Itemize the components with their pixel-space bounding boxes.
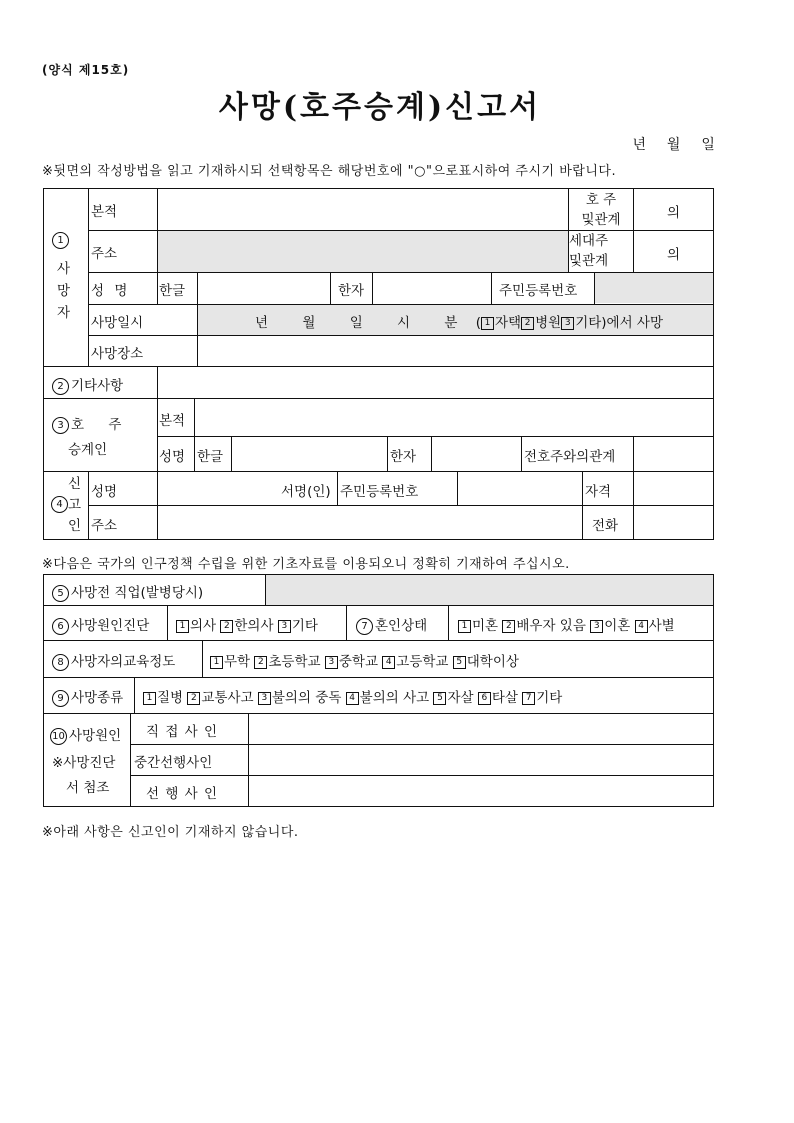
death-type-poisoning: 불의의 중독	[271, 690, 342, 706]
successor-label-1: 3 호 주	[52, 413, 131, 434]
deceased-section-label: 사망자	[57, 261, 71, 321]
stats-note: ※다음은 국가의 인구정책 수립을 위한 기초자료를 이용되오니 정확히 기재하여 주십시오.	[42, 557, 570, 572]
other-matters-label: 기타사항	[71, 378, 124, 394]
death-datetime-label: 사망일시	[91, 315, 144, 331]
name-label: 성 명	[91, 283, 131, 299]
head-relation-of: 의	[666, 205, 681, 221]
marital-option-widowed: 사별	[648, 618, 675, 634]
dt-minute: 분	[444, 315, 458, 331]
diagnosis-options: 1 의사 2 한의사 3 기타	[176, 614, 318, 634]
successor-hangul-label: 한글	[197, 449, 224, 465]
marital-option-married: 배우자 있음	[516, 618, 586, 634]
place-option-other: 기타	[575, 315, 602, 331]
education-options: 1 무학 2 초등학교 3 중학교 4 고등학교 5 대학이상	[210, 650, 519, 670]
cause-row-preceding: 선 행 사 인	[146, 786, 219, 802]
instruction-note: ※뒷면의 작성방법을 읽고 기재하시되 선택항목은 해당번호에 "○"으로표시하여 주시기 바랍니다.	[42, 164, 617, 179]
page-title: 사망(호주승계)신고서	[218, 90, 542, 125]
household-relation-label: 세대주 및관계	[569, 233, 609, 269]
education-option-none: 무학	[224, 654, 251, 670]
successor-domicile-label: 본적	[159, 413, 186, 429]
form-number: (양식 제15호)	[42, 63, 130, 77]
head-relation-label: 호 주 및관계	[581, 192, 621, 228]
diagnosis-option-other: 기타	[291, 618, 318, 634]
date-month-label: 월	[666, 137, 681, 153]
reporter-resident-label: 주민등록번호	[340, 484, 419, 500]
date-day-label: 일	[701, 137, 715, 153]
education-option-college: 대학이상	[466, 654, 519, 670]
domicile-label: 본적	[91, 204, 118, 220]
reporter-qualification-label: 자격	[585, 484, 612, 500]
marital-options: 1 미혼 2 배우자 있음 3 이혼 4 사별	[458, 614, 675, 634]
place-option-home: 자택	[495, 315, 522, 331]
reporter-label: 신고인	[68, 476, 82, 534]
death-type-disease: 질병	[157, 690, 184, 706]
cause-label-2: ※사망진단	[52, 755, 116, 771]
reporter-address-label: 주소	[91, 518, 118, 534]
successor-name-label: 성명	[159, 449, 186, 465]
death-suffix: )에서 사망	[601, 315, 664, 331]
reporter-phone-label: 전화	[592, 518, 619, 534]
cause-label-3: 서 첨조	[66, 780, 110, 796]
death-type-accident: 불의의 사고	[359, 690, 430, 706]
death-type-other: 기타	[536, 690, 563, 706]
section-4-number: 4	[51, 496, 70, 513]
death-datetime-fields: 년 월 일 시 분 ( 1 자택 2 병원 3 기타)에서 사망	[255, 315, 664, 331]
cause-row-direct: 직 접 사 인	[146, 724, 219, 740]
place-option-hospital: 병원	[535, 315, 562, 331]
marital-label: 7 혼인상태	[356, 614, 427, 635]
diagnosis-option-oriental: 한의사	[234, 618, 274, 634]
diagnosis-label: 6 사망원인진단	[52, 614, 149, 635]
dt-month: 월	[302, 315, 316, 331]
dt-day: 일	[349, 315, 363, 331]
other-matters: 2 기타사항	[52, 374, 123, 395]
marital-option-single: 미혼	[472, 618, 499, 634]
dt-hour: 시	[397, 315, 411, 331]
education-label: 8 사망자의교육정도	[52, 650, 175, 671]
date-year-label: 년	[632, 137, 646, 153]
marital-option-divorced: 이혼	[604, 618, 631, 634]
occupation-label: 5 사망전 직업(발병당시)	[52, 581, 203, 602]
education-option-elementary: 초등학교	[268, 654, 321, 670]
death-type-traffic: 교통사고	[201, 690, 254, 706]
death-type-label: 9 사망종류	[52, 686, 123, 707]
cause-label-1: 10 사망원인	[50, 724, 121, 745]
death-type-options: 1 질병 2 교통사고 3 불의의 중독 4 불의의 사고 5 자살 6 타살 7 기타	[143, 686, 562, 706]
cause-row-intermediate: 중간선행사인	[134, 755, 213, 771]
successor-hanja-label: 한자	[390, 449, 417, 465]
reporter-seal-label: 서명(인)	[281, 484, 331, 500]
successor-label-2: 승계인	[68, 442, 108, 458]
successor-relation-label: 전호주와의관계	[524, 449, 616, 465]
education-option-middle: 중학교	[338, 654, 378, 670]
dt-year: 년	[255, 315, 269, 331]
diagnosis-option-doctor: 의사	[190, 618, 217, 634]
education-option-high: 고등학교	[396, 654, 449, 670]
hanja-label: 한자	[338, 283, 365, 299]
section-1-number: 1	[52, 232, 71, 249]
resident-number-label: 주민등록번호	[499, 283, 578, 299]
death-type-suicide: 자살	[447, 690, 474, 706]
address-label: 주소	[91, 246, 118, 262]
hangul-label: 한글	[159, 283, 186, 299]
footer-note: ※아래 사항은 신고인이 기재하지 않습니다.	[42, 825, 299, 840]
household-relation-of: 의	[666, 247, 681, 263]
death-type-homicide: 타살	[491, 690, 518, 706]
death-place-label: 사망장소	[91, 346, 144, 362]
reporter-name-label: 성명	[91, 484, 118, 500]
